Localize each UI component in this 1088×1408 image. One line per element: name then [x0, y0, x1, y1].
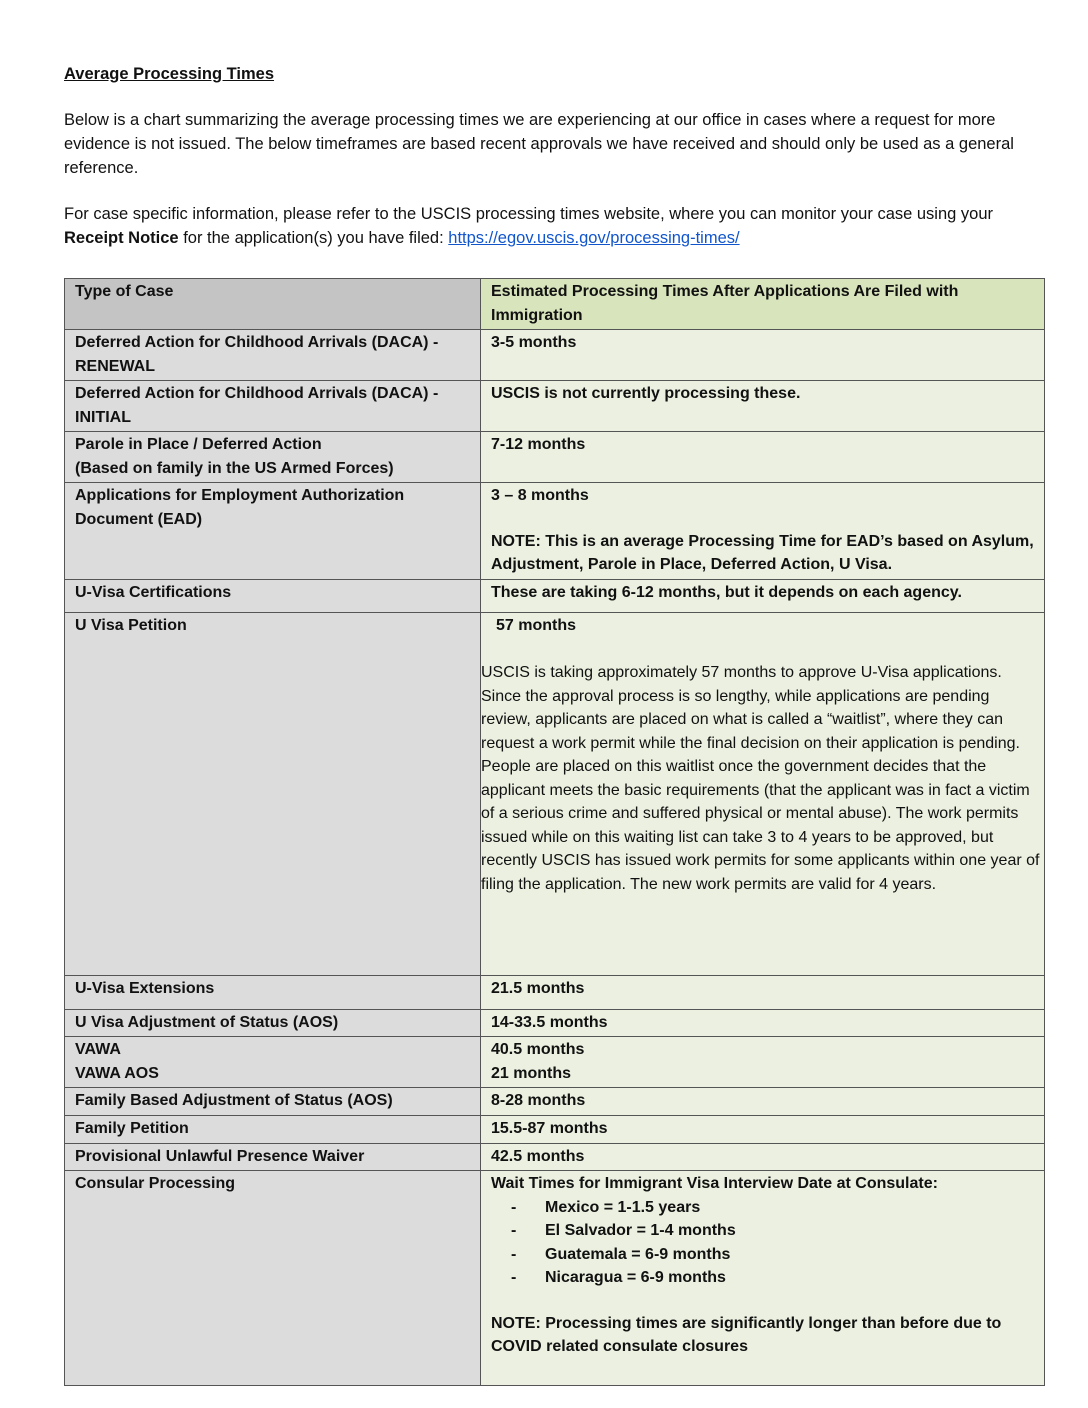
time-cell: 15.5-87 months — [481, 1116, 1045, 1144]
table-row — [65, 612, 1045, 975]
reference-paragraph — [64, 202, 1014, 250]
time-cell: 8-28 months — [481, 1088, 1045, 1116]
case-cell: U-Visa Certifications — [65, 579, 481, 612]
time-cell — [481, 483, 1045, 580]
case-line: RENEWAL — [75, 357, 155, 375]
case-cell — [65, 1037, 481, 1088]
time-cell: 14-33.5 months — [481, 1009, 1045, 1037]
table-row — [65, 1171, 1045, 1386]
case-line: (Based on family in the US Armed Forces) — [75, 459, 394, 477]
consular-wait-list — [491, 1196, 1034, 1290]
reference-text-2: for the application(s) you have filed: — [178, 229, 449, 247]
case-cell: U Visa Petition — [65, 612, 481, 975]
consular-note: NOTE: Processing times are significantly longer than before due to COVID related consulate closures — [491, 1314, 1002, 1355]
table-row — [65, 483, 1045, 580]
case-cell: Applications for Employment Authorization Document (EAD) — [65, 483, 481, 580]
list-item: - Mexico = 1-1.5 years — [511, 1196, 1034, 1220]
intro-paragraph: Below is a chart summarizing the average processing times we are experiencing at our office in cases where a request for more evidence is not issued. The below timeframes are based recent approvals we have received and should only be used as a general reference. — [64, 111, 1014, 177]
time-cell: 21.5 months — [481, 975, 1045, 1009]
table-row — [65, 330, 1045, 381]
case-cell — [65, 381, 481, 432]
time-value: 40.5 months — [491, 1041, 585, 1058]
ead-note: NOTE: This is an average Processing Time for EAD’s based on Asylum, Adjustment, Parole in Place, Deferred Action, U Visa. — [491, 532, 1034, 573]
time-value: 57 months — [496, 616, 577, 634]
case-cell: Consular Processing — [65, 1171, 481, 1386]
list-item: - Guatemala = 6-9 months — [511, 1243, 1034, 1267]
table-row — [65, 1009, 1045, 1037]
table-row — [65, 432, 1045, 483]
list-item: - El Salvador = 1-4 months — [511, 1219, 1034, 1243]
list-item: - Nicaragua = 6-9 months — [511, 1266, 1034, 1290]
case-cell: U Visa Adjustment of Status (AOS) — [65, 1009, 481, 1037]
case-cell: Family Petition — [65, 1116, 481, 1144]
table-row — [65, 381, 1045, 432]
time-cell: 42.5 months — [481, 1143, 1045, 1171]
table-row — [65, 1143, 1045, 1171]
reference-text: For case specific information, please refer to the USCIS processing times website, where you can monitor your case using your — [64, 205, 994, 223]
case-cell: U-Visa Extensions — [65, 975, 481, 1009]
time-cell: USCIS is not currently processing these. — [481, 381, 1045, 432]
table-header-row — [65, 279, 1045, 330]
time-cell: These are taking 6-12 months, but it depends on each agency. — [481, 579, 1045, 612]
case-cell: Family Based Adjustment of Status (AOS) — [65, 1088, 481, 1116]
case-line: Parole in Place / Deferred Action — [75, 436, 322, 453]
header-type-of-case: Type of Case — [65, 279, 481, 330]
case-cell — [65, 330, 481, 381]
table-row — [65, 579, 1045, 612]
table-row — [65, 975, 1045, 1009]
uvisa-petition-detail: USCIS is taking approximately 57 months to approve U-Visa applications. Since the approval process is so lengthy, while applications are pending review, applicants are placed on what is called a “waitlist”, where they can request a work permit while the final decision on their application is pending. People are placed on this waitlist once the government decides that the applicant meets the basic requirements (that the applicant was in fact a victim of a serious crime and suffered physical or mental abuse). The work permits issued while on this waiting list can take 3 to 4 years to be approved, but recently USCIS has issued work permits for some applicants within one year of filing the application. The new work permits are valid for 4 years. — [481, 664, 1040, 893]
case-line: VAWA — [75, 1041, 121, 1058]
table-row — [65, 1037, 1045, 1088]
page-heading: Average Processing Times — [64, 65, 275, 83]
time-cell — [481, 612, 1045, 975]
time-value: 21 months — [491, 1064, 572, 1082]
time-cell: 3-5 months — [481, 330, 1045, 381]
case-line: Deferred Action for Childhood Arrivals (DACA) - — [75, 385, 439, 402]
case-cell — [65, 432, 481, 483]
time-value: 3 – 8 months — [491, 487, 589, 504]
time-cell — [481, 1171, 1045, 1386]
table-row — [65, 1088, 1045, 1116]
document-page — [64, 62, 1044, 262]
time-cell — [481, 1037, 1045, 1088]
processing-times-link[interactable]: https://egov.uscis.gov/processing-times/ — [448, 229, 740, 247]
case-line: Deferred Action for Childhood Arrivals (DACA) - — [75, 334, 439, 351]
consular-title: Wait Times for Immigrant Visa Interview Date at Consulate: — [491, 1175, 938, 1192]
case-line: VAWA AOS — [75, 1064, 159, 1082]
table-row — [65, 1116, 1045, 1144]
processing-times-table — [64, 278, 1045, 1386]
receipt-notice-text: Receipt Notice — [64, 229, 179, 247]
case-cell: Provisional Unlawful Presence Waiver — [65, 1143, 481, 1171]
case-line: INITIAL — [75, 408, 131, 426]
header-processing-times: Estimated Processing Times After Applications Are Filed with Immigration — [481, 279, 1045, 330]
time-cell: 7-12 months — [481, 432, 1045, 483]
